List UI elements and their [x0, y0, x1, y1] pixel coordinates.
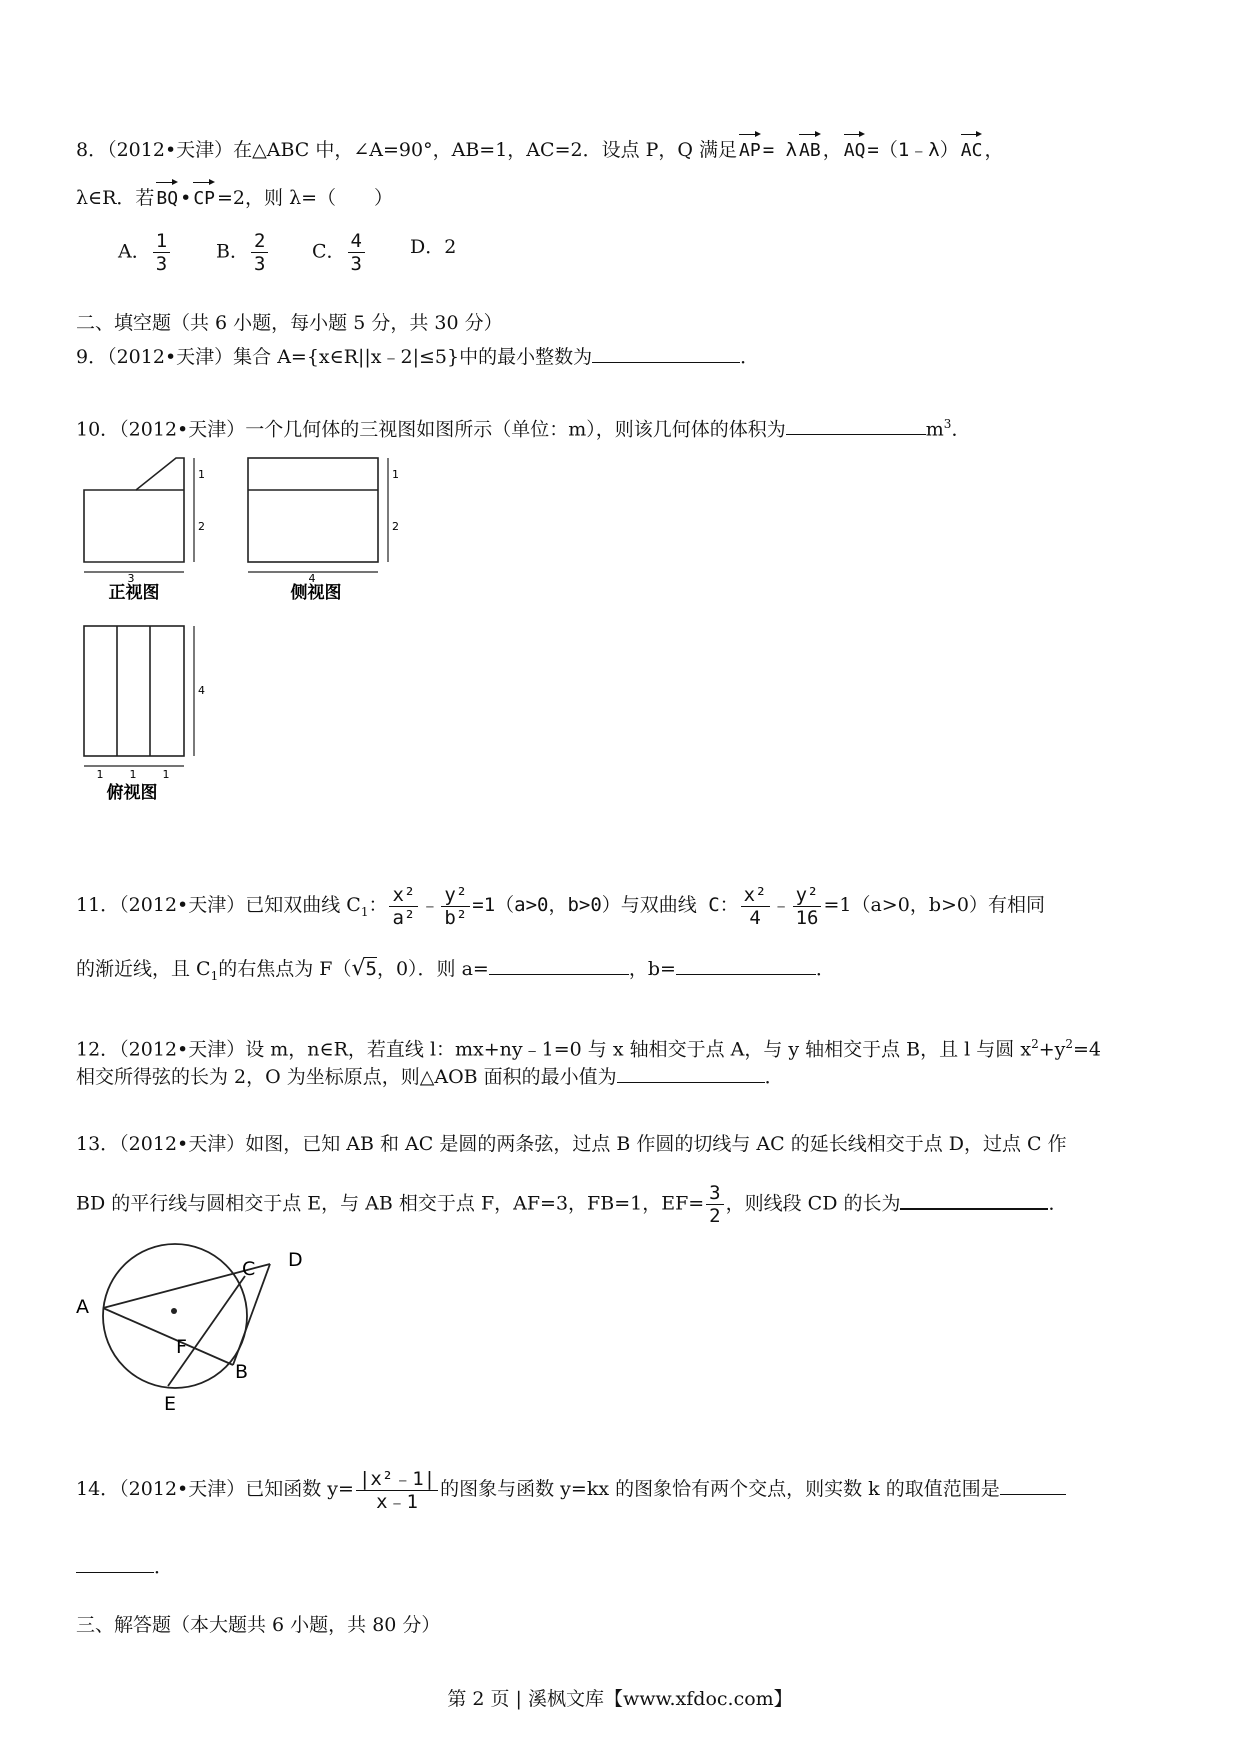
q8-comma: ， [822, 139, 842, 161]
frac-num: 1 [153, 230, 170, 253]
vector-bq: BQ [156, 180, 178, 212]
answer-blank-part2[interactable] [76, 1554, 154, 1573]
fraction [348, 230, 365, 275]
q13-end: ． [1048, 1192, 1068, 1215]
side-view-outline [248, 458, 378, 562]
frac-num: x² [389, 884, 418, 907]
vector-aq: AQ [844, 132, 866, 164]
side-view-caption: 侧视图 [290, 583, 342, 603]
answer-blank-part1[interactable] [1000, 1476, 1066, 1495]
vector-ap: AP [739, 132, 761, 164]
section-heading-2: 二、填空题（共 6 小题，每小题 5 分，共 30 分） [76, 312, 503, 334]
three-view-figure [76, 450, 436, 820]
side-dim-width: 4 [308, 572, 316, 585]
label-b: B [235, 1361, 249, 1383]
label-f: F [176, 1336, 187, 1358]
frac-den: a² [392, 906, 416, 929]
q11-condition-2: =1（a>0，b>0）有相同 [823, 894, 1045, 916]
top-dim-1: 1 [96, 768, 104, 781]
top-view [84, 626, 194, 766]
frac-den: 3 [155, 253, 168, 275]
q14-line1 [76, 1459, 1066, 1519]
side-view [248, 458, 388, 572]
top-view-outline [84, 626, 184, 756]
fraction-y2-b2 [441, 884, 470, 929]
q12-line1 [76, 1031, 1101, 1062]
line-ab [103, 1308, 233, 1365]
subscript: 1 [360, 904, 369, 919]
front-view-caption: 正视图 [108, 583, 160, 603]
frac-den: 16 [795, 906, 819, 929]
option-b[interactable] [216, 230, 270, 275]
circle-geometry-figure [70, 1240, 340, 1420]
top-dim-depth: 4 [198, 684, 205, 697]
front-dim-top: 1 [198, 468, 205, 481]
top-view-caption: 俯视图 [106, 783, 158, 803]
answer-blank[interactable] [786, 416, 926, 435]
q8-condition: λ∈R．若 [76, 187, 155, 209]
q11-text: 11．（2012•天津）已知双曲线 C [76, 894, 361, 916]
q14-text-b: 的图象与函数 y=kx 的图象恰有两个交点，则实数 k 的取值范围是 [440, 1478, 1000, 1500]
q8-eq1: = λ [762, 139, 798, 161]
center-dot [171, 1308, 177, 1314]
answer-blank-b[interactable] [676, 956, 816, 975]
sqrt-icon: √ [351, 956, 366, 981]
q9-text: 9．（2012•天津）集合 A={x∈R||x﹣2|≤5}中的最小整数为 [76, 346, 593, 368]
minus-sign: ﹣ [771, 894, 791, 916]
q8-comma2: ， [984, 139, 1004, 161]
answer-blank[interactable] [617, 1064, 765, 1083]
q13-text-b: ，则线段 CD 的长为 [725, 1192, 901, 1215]
q13-line1: 13．（2012•天津）如图，已知 AB 和 AC 是圆的两条弦，过点 B 作圆的切线与 AC 的延长线相交于点 D，过点 C 作 [76, 1133, 1067, 1155]
dot-operator: • [180, 187, 192, 209]
circle [103, 1244, 247, 1388]
q12-line2 [76, 1064, 784, 1090]
front-dim-bottom: 2 [198, 520, 205, 533]
q14-line2 [76, 1554, 173, 1580]
frac-num: 4 [348, 230, 365, 253]
option-d[interactable] [410, 232, 456, 259]
frac-den: 4 [749, 906, 761, 929]
q11-line1 [76, 875, 1045, 942]
q12-text-b: +y [1038, 1038, 1066, 1061]
q14-end: ． [154, 1556, 174, 1578]
q14-text: 14．（2012•天津）已知函数 y= [76, 1478, 354, 1500]
q10 [76, 411, 970, 442]
q10-end: ． [951, 418, 971, 441]
q8-condition-end: =2，则 λ=（ ） [217, 187, 394, 209]
minus-sign: ﹣ [420, 894, 440, 916]
label-c: C [242, 1258, 256, 1280]
unit-exponent: 3 [943, 417, 952, 431]
superscript: 2 [1031, 1037, 1039, 1051]
unit: m [925, 418, 944, 441]
fraction [153, 230, 170, 275]
fraction-y2-16 [793, 884, 822, 929]
q11-b-label: ，b= [628, 958, 676, 980]
q11-line2 [76, 956, 835, 989]
label-a: A [76, 1296, 89, 1318]
frac-num: y² [441, 884, 470, 907]
front-dim-width: 3 [127, 572, 135, 585]
answer-blank-a[interactable] [489, 956, 629, 975]
q12-text-2: 相交所得弦的长为 2，O 为坐标原点，则△AOB 面积的最小值为 [76, 1066, 617, 1088]
q10-text: 10．（2012•天津）一个几何体的三视图如图所示（单位：m），则该几何体的体积为 [76, 418, 786, 441]
top-dim-3: 1 [162, 768, 170, 781]
frac-den: b² [444, 906, 468, 929]
option-label: C． [312, 240, 346, 263]
q13-text: BD 的平行线与圆相交于点 E，与 AB 相交于点 F，AF=3，FB=1，EF= [76, 1192, 705, 1215]
answer-blank[interactable] [592, 344, 740, 363]
q12-end: ． [764, 1066, 784, 1088]
q9-end: ． [740, 346, 760, 368]
vector-cp: CP [193, 180, 215, 212]
superscript: 2 [1065, 1037, 1073, 1051]
option-label: A． [118, 240, 151, 263]
side-dim-bottom: 2 [392, 520, 399, 533]
vector-ab: AB [799, 132, 821, 164]
option-label: D． [410, 236, 445, 258]
front-view [84, 458, 194, 572]
frac-num: 3 [706, 1182, 723, 1205]
option-value: 2 [444, 236, 457, 258]
option-c[interactable] [312, 230, 367, 275]
q11-a-label: ，0）．则 a= [376, 958, 489, 980]
q8-eq2: =（1﹣λ） [867, 139, 959, 161]
q11-condition: =1（a>0，b>0）与双曲线 C： [472, 894, 739, 916]
q8-line2 [76, 180, 393, 212]
q11-text-2: 的渐近线，且 C [76, 958, 211, 980]
page-footer: 第 2 页 | 溪枫文库【www.xfdoc.com】 [447, 1688, 793, 1710]
fraction-x2-a2 [389, 884, 418, 929]
frac-den: 3 [350, 253, 362, 275]
q8-text: 8．（2012•天津）在△ABC 中，∠A=90°，AB=1，AC=2．设点 P，Q 满足 [76, 139, 738, 161]
vector-ac: AC [961, 132, 983, 164]
frac-num: |x²﹣1| [356, 1468, 438, 1491]
option-a[interactable] [118, 230, 172, 275]
option-label: B． [216, 240, 249, 263]
label-e: E [164, 1393, 177, 1415]
fraction-function [356, 1468, 438, 1513]
q11-focus: 的右焦点为 F（ [218, 958, 352, 980]
fraction-x2-4 [741, 884, 770, 929]
q11-end: ． [815, 958, 835, 980]
frac-num: x² [741, 884, 770, 907]
front-view-outline [84, 458, 184, 562]
top-dim-2: 1 [129, 768, 137, 781]
frac-den: x﹣1 [376, 1490, 418, 1513]
frac-den: 3 [253, 253, 266, 275]
section-heading-3: 三、解答题（本大题共 6 小题，共 80 分） [76, 1614, 441, 1636]
q8-line1 [76, 132, 1003, 164]
frac-num: 2 [251, 230, 268, 253]
subscript: 1 [210, 968, 219, 983]
q12-text: 12．（2012•天津）设 m，n∈R，若直线 l：mx+ny﹣1=0 与 x 轴相交于点 A，与 y 轴相交于点 B，且 l 与圆 x [76, 1038, 1032, 1061]
q11-colon: ： [368, 894, 388, 916]
q9 [76, 344, 759, 370]
q12-text-c: =4 [1073, 1038, 1102, 1061]
fraction [251, 230, 268, 275]
side-dim-top: 1 [392, 468, 399, 481]
label-d: D [288, 1249, 303, 1271]
sqrt-value: 5 [365, 958, 377, 980]
q13-line2 [76, 1182, 1068, 1227]
frac-num: y² [793, 884, 822, 907]
fraction-ef [706, 1182, 723, 1227]
answer-blank[interactable] [900, 1190, 1048, 1210]
frac-den: 2 [709, 1205, 721, 1227]
line-ce [168, 1276, 245, 1386]
